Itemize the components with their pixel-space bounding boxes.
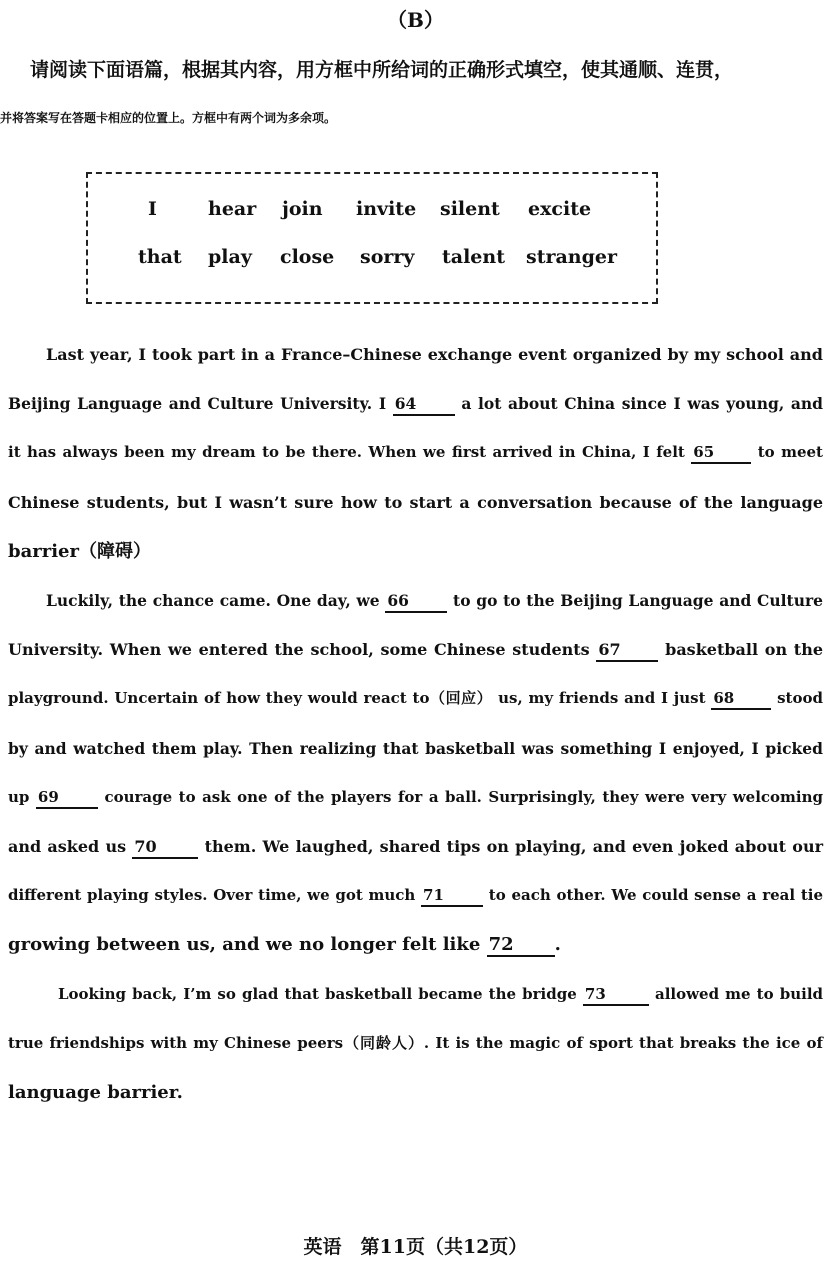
paragraph-2 bbox=[8, 576, 823, 970]
passage-line bbox=[8, 871, 823, 920]
word-option: excite bbox=[528, 198, 592, 220]
passage-line: true friendships with my Chinese peers（同龄人）. It is the magic of sport that breaks the ice of bbox=[8, 1033, 823, 1052]
blank-72: 72 bbox=[487, 935, 555, 957]
passage-line: Chinese students, but I wasn’t sure how to start a conversation because of the language bbox=[8, 492, 823, 512]
passage-line: barrier（障碍） bbox=[8, 540, 151, 562]
word-option: sorry bbox=[360, 246, 415, 268]
passage-text: it has always been my dream to be there. When we first arrived in China, I felt bbox=[8, 443, 685, 462]
word-option: invite bbox=[356, 198, 417, 220]
passage bbox=[8, 330, 823, 1117]
passage-line: Last year, I took part in a France–Chinese exchange event organized by my school and bbox=[46, 345, 823, 364]
passage-text: to meet bbox=[757, 443, 823, 462]
passage-text: different playing styles. Over time, we got much bbox=[8, 886, 416, 905]
passage-text: courage to ask one of the players for a ball. Surprisingly, they were very welcoming bbox=[104, 787, 823, 806]
passage-text: to each other. We could sense a real tie bbox=[488, 886, 823, 905]
blank-69: 69 bbox=[36, 787, 98, 809]
paragraph-3 bbox=[8, 970, 823, 1118]
blank-73: 73 bbox=[583, 984, 649, 1006]
passage-line bbox=[8, 379, 823, 428]
word-box bbox=[86, 172, 658, 304]
blank-64: 64 bbox=[393, 394, 455, 416]
blank-71: 71 bbox=[421, 885, 483, 907]
passage-line bbox=[8, 773, 823, 822]
passage-line bbox=[8, 970, 823, 1019]
passage-line bbox=[8, 576, 823, 625]
word-option: stranger bbox=[526, 246, 617, 268]
word-option: hear bbox=[208, 198, 257, 220]
passage-text: playground. Uncertain of how they would react to（回应） us, my friends and I just bbox=[8, 689, 706, 708]
passage-text: University. When we entered the school, some Chinese students bbox=[8, 640, 590, 660]
passage-line bbox=[8, 625, 823, 674]
instructions bbox=[0, 46, 810, 142]
word-option: that bbox=[138, 246, 182, 268]
word-option: talent bbox=[442, 246, 505, 268]
instructions-line-2: 并将答案写在答题卡相应的位置上。方框中有两个词为多余项。 bbox=[0, 111, 337, 125]
blank-68: 68 bbox=[711, 688, 771, 710]
section-label: （B） bbox=[387, 8, 444, 32]
paragraph-1 bbox=[8, 330, 823, 576]
passage-line: by and watched them play. Then realizing that basketball was something I enjoyed, I picked bbox=[8, 738, 823, 758]
passage-text: allowed me to build bbox=[655, 984, 824, 1003]
blank-67: 67 bbox=[596, 640, 658, 662]
blank-65: 65 bbox=[691, 442, 751, 464]
word-option: play bbox=[208, 246, 252, 268]
passage-text: a lot about China since I was young, and bbox=[461, 394, 823, 414]
word-option: silent bbox=[440, 198, 500, 220]
passage-text: growing between us, and we no longer felt like bbox=[8, 934, 481, 956]
passage-text: to go to the Beijing Language and Culture bbox=[453, 591, 823, 611]
word-option: join bbox=[282, 198, 323, 220]
passage-text: Beijing Language and Culture University. I bbox=[8, 394, 387, 414]
passage-text: Luckily, the chance came. One day, we bbox=[46, 591, 380, 611]
passage-text: Looking back, I’m so glad that basketball became the bridge bbox=[58, 984, 577, 1003]
passage-text: up bbox=[8, 787, 30, 806]
passage-text: them. We laughed, shared tips on playing, and even joked about our bbox=[204, 837, 823, 857]
passage-line bbox=[8, 428, 823, 477]
word-option: close bbox=[280, 246, 335, 268]
passage-text: basketball on the bbox=[665, 640, 824, 660]
passage-line: language barrier. bbox=[8, 1082, 183, 1104]
instructions-line-1: 请阅读下面语篇，根据其内容，用方框中所给词的正确形式填空，使其通顺、连贯， bbox=[30, 59, 734, 81]
blank-66: 66 bbox=[385, 591, 447, 613]
passage-text: stood bbox=[777, 689, 823, 708]
passage-line bbox=[8, 822, 823, 871]
word-option: I bbox=[148, 198, 157, 220]
passage-line bbox=[8, 674, 823, 723]
passage-text: . bbox=[554, 934, 561, 956]
passage-line bbox=[8, 920, 823, 969]
page-footer: 英语 第11页（共12页） bbox=[303, 1236, 528, 1258]
passage-text: and asked us bbox=[8, 837, 127, 857]
blank-70: 70 bbox=[132, 837, 198, 859]
